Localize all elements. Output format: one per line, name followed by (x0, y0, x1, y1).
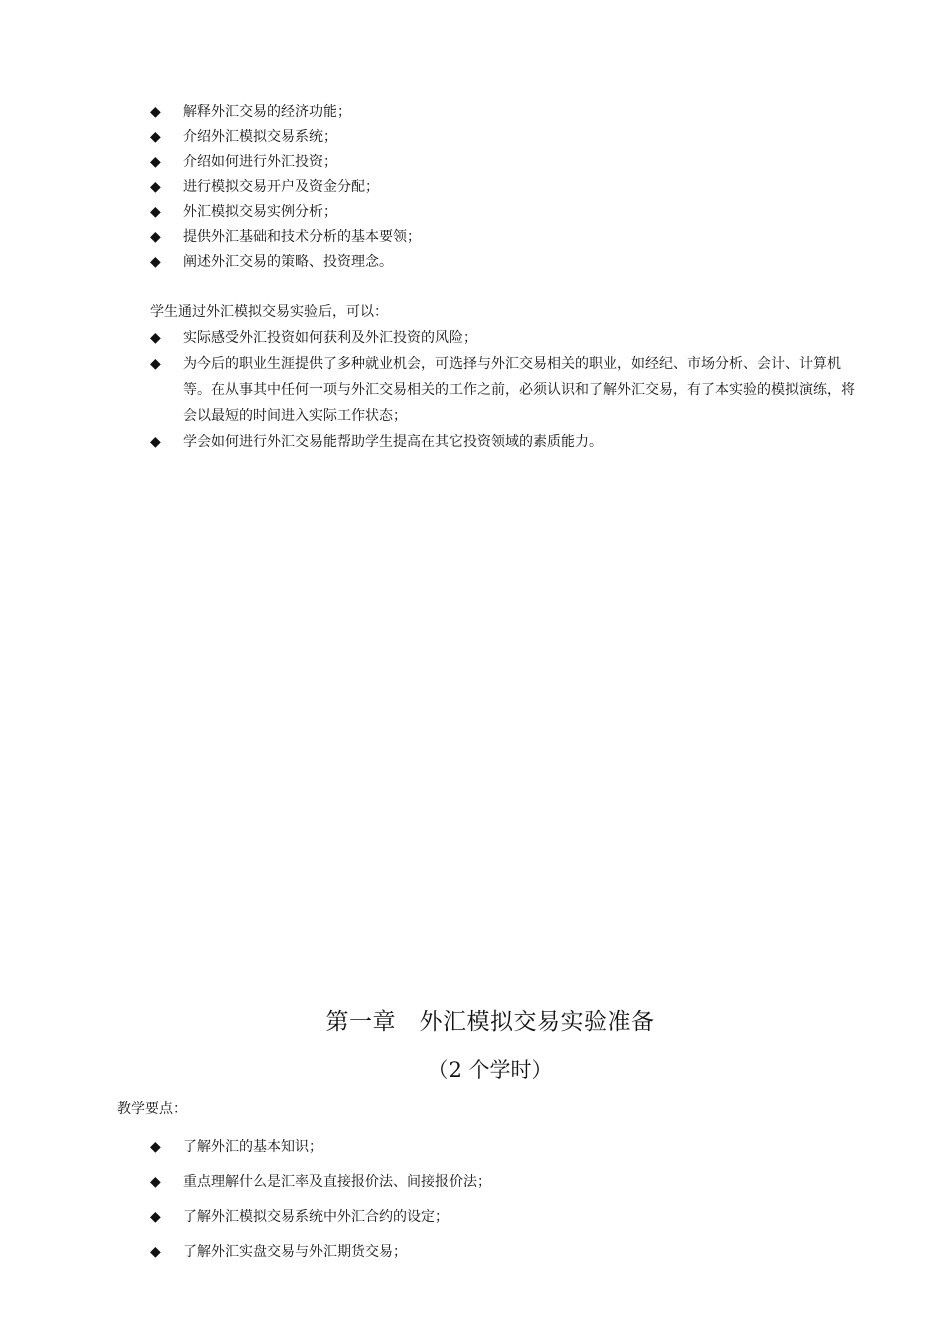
list-item-text: 外汇模拟交易实例分析； (183, 204, 337, 220)
diamond-bullet-icon: ◆ (150, 179, 161, 195)
list-item (150, 225, 850, 250)
list-item-text: 阐述外汇交易的策略、投资理念。 (183, 254, 393, 270)
list-item-text: 学会如何进行外汇交易能帮助学生提高在其它投资领域的素质能力。 (183, 434, 603, 450)
list-item-text: 介绍如何进行外汇投资； (183, 154, 337, 170)
list-item-text: 介绍外汇模拟交易系统； (183, 129, 337, 145)
list-item-text: 了解外汇模拟交易系统中外汇合约的设定； (183, 1209, 449, 1225)
diamond-bullet-icon: ◆ (150, 1174, 161, 1190)
list-item (150, 100, 850, 125)
teaching-points-list (150, 1130, 850, 1270)
diamond-bullet-icon: ◆ (150, 1209, 161, 1225)
diamond-bullet-icon: ◆ (150, 254, 161, 270)
teaching-points-label: 教学要点： (117, 1101, 187, 1117)
chapter-title: 第一章 外汇模拟交易实验准备 (325, 1009, 655, 1035)
list-item-text: 解释外汇交易的经济功能； (183, 104, 351, 120)
list-item (150, 1130, 850, 1165)
list-item (150, 429, 868, 455)
list-item-text: 为今后的职业生涯提供了多种就业机会，可选择与外汇交易相关的职业，如经纪、市场分析、会计、计算机等。在从事其中任何一项与外汇交易相关的工作之前，必须认识和了解外汇交易，有了本实验的模拟演练，将会以最短的时间进入实际工作状态； (183, 356, 855, 424)
list-item (150, 325, 868, 351)
chapter-hours: （2 个学时） (427, 1058, 553, 1082)
diamond-bullet-icon: ◆ (150, 229, 161, 245)
list-item-text: 实际感受外汇投资如何获利及外汇投资的风险； (183, 330, 477, 346)
diamond-bullet-icon: ◆ (150, 356, 161, 372)
outcomes-lead-paragraph: 学生通过外汇模拟交易实验后，可以： (150, 304, 388, 320)
diamond-bullet-icon: ◆ (150, 330, 161, 346)
intro-bullet-list (150, 100, 850, 275)
diamond-bullet-icon: ◆ (150, 154, 161, 170)
list-item (150, 125, 850, 150)
list-item (150, 175, 850, 200)
list-item-text: 进行模拟交易开户及资金分配； (183, 179, 379, 195)
outcomes-bullet-list (150, 325, 868, 455)
list-item (150, 1165, 850, 1200)
list-item (150, 200, 850, 225)
diamond-bullet-icon: ◆ (150, 129, 161, 145)
diamond-bullet-icon: ◆ (150, 1139, 161, 1155)
diamond-bullet-icon: ◆ (150, 104, 161, 120)
list-item-text: 了解外汇的基本知识； (183, 1139, 323, 1155)
list-item (150, 150, 850, 175)
list-item-text: 了解外汇实盘交易与外汇期货交易； (183, 1244, 407, 1260)
diamond-bullet-icon: ◆ (150, 204, 161, 220)
list-item (150, 1200, 850, 1235)
diamond-bullet-icon: ◆ (150, 434, 161, 450)
list-item-text: 提供外汇基础和技术分析的基本要领； (183, 229, 421, 245)
diamond-bullet-icon: ◆ (150, 1244, 161, 1260)
list-item (150, 1235, 850, 1270)
list-item-text: 重点理解什么是汇率及直接报价法、间接报价法； (183, 1174, 491, 1190)
list-item (150, 250, 850, 275)
list-item (150, 351, 868, 429)
